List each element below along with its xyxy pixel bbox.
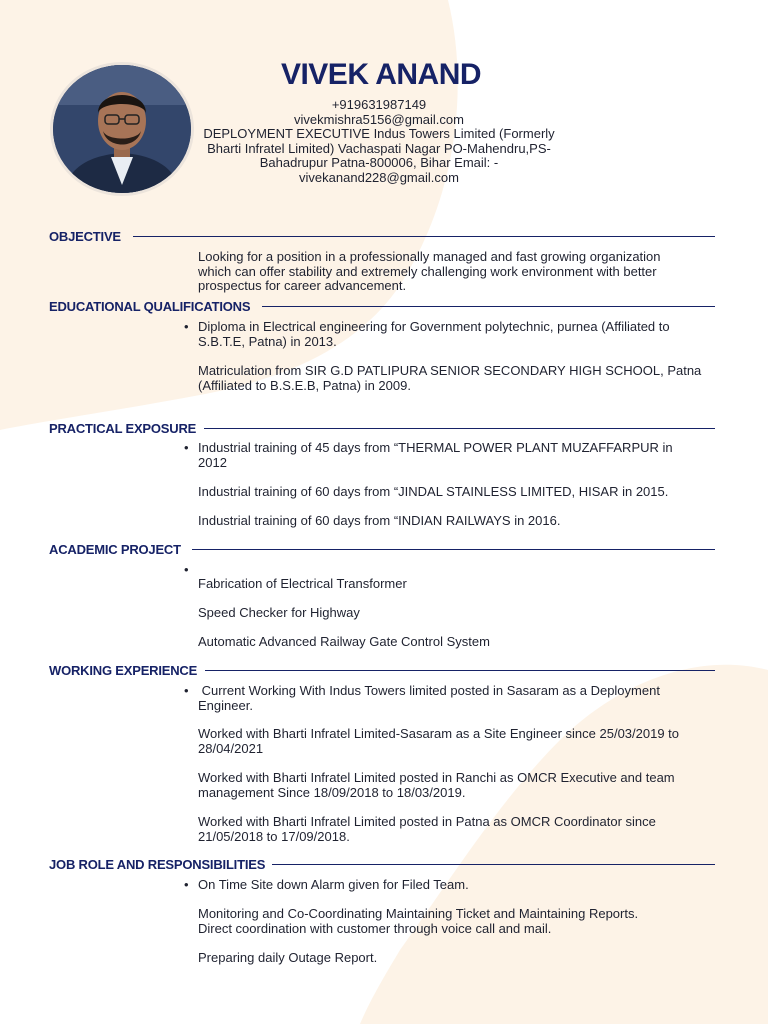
text-line: Diploma in Electrical engineering for Government polytechnic, purnea (Affiliated to xyxy=(198,319,670,334)
text-line: Industrial training of 60 days from “JINDAL STAINLESS LIMITED, HISAR in 2015. xyxy=(198,484,669,499)
project-item xyxy=(198,635,708,650)
text-line: (Affiliated to B.S.E.B, Patna) in 2009. xyxy=(198,377,411,393)
text-line: Preparing daily Outage Report. xyxy=(198,950,378,965)
section-title-jobrole: JOB ROLE AND RESPONSIBILITIES xyxy=(49,857,266,872)
text-line: 2012 xyxy=(198,454,227,470)
section-title-project: ACADEMIC PROJECT xyxy=(49,542,181,557)
bullet-icon: • xyxy=(184,440,189,455)
text-line: Engineer. xyxy=(198,697,253,713)
bullet-icon: • xyxy=(184,319,189,334)
address-line: Bahadrupur Patna-800006, Bihar Email: - xyxy=(259,155,499,170)
section-title-practical: PRACTICAL EXPOSURE xyxy=(49,421,197,436)
section-divider xyxy=(272,864,715,865)
text-line: Worked with Bharti Infratel Limited posted in Ranchi as OMCR Executive and team xyxy=(198,770,675,785)
phone-number: +919631987149 xyxy=(331,97,427,112)
bullet-icon: • xyxy=(184,683,189,698)
text-line: management Since 18/09/2018 to 18/03/2019. xyxy=(198,784,466,800)
experience-item xyxy=(198,727,708,756)
candidate-name: VIVEK ANAND xyxy=(280,58,482,91)
text-line: 28/04/2021 xyxy=(198,740,264,756)
section-divider xyxy=(133,236,715,237)
person-avatar-icon xyxy=(53,65,191,193)
address-line: DEPLOYMENT EXECUTIVE Indus Towers Limited (Formerly xyxy=(203,126,555,141)
section-divider xyxy=(262,306,715,307)
education-item xyxy=(198,364,708,393)
practical-item xyxy=(198,514,708,529)
experience-item xyxy=(198,815,708,844)
text-line: Worked with Bharti Infratel Limited-Sasaram as a Site Engineer since 25/03/2019 to xyxy=(198,726,680,741)
jobrole-item xyxy=(198,878,708,893)
section-title-experience: WORKING EXPERIENCE xyxy=(49,663,198,678)
email-address: vivekmishra5156@gmail.com xyxy=(294,111,464,127)
text-line: 21/05/2018 to 17/09/2018. xyxy=(198,828,350,844)
section-divider xyxy=(204,428,715,429)
section-divider xyxy=(192,549,715,550)
text-line: Looking for a position in a professionally managed and fast growing organization xyxy=(198,249,661,264)
text-line: Industrial training of 45 days from “THERMAL POWER PLANT MUZAFFARPUR in xyxy=(198,440,673,455)
text-line: S.B.T.E, Patna) in 2013. xyxy=(198,333,337,349)
bullet-icon: • xyxy=(184,562,189,577)
contact-block xyxy=(194,98,564,185)
education-item xyxy=(198,320,708,349)
text-line: Worked with Bharti Infratel Limited posted in Patna as OMCR Coordinator since xyxy=(198,814,656,829)
jobrole-item xyxy=(198,951,708,966)
address-line: Bharti Infratel Limited) Vachaspati Nagar PO-Mahendru,PS- xyxy=(207,140,551,156)
text-line: Matriculation from SIR G.D PATLIPURA SENIOR SECONDARY HIGH SCHOOL, Patna xyxy=(198,363,702,378)
project-item xyxy=(198,606,708,621)
section-title-objective: OBJECTIVE xyxy=(49,229,121,244)
objective-text xyxy=(198,250,708,294)
text-line: which can offer stability and extremely challenging work environment with better xyxy=(198,263,657,279)
project-item xyxy=(198,577,708,592)
text-line: Speed Checker for Highway xyxy=(198,605,360,620)
text-line: prospectus for career advancement. xyxy=(198,278,407,293)
section-title-education: EDUCATIONAL QUALIFICATIONS xyxy=(49,299,251,314)
bullet-icon: • xyxy=(184,877,189,892)
practical-item xyxy=(198,441,708,470)
text-line: Direct coordination with customer through voice call and mail. xyxy=(198,920,552,936)
profile-photo xyxy=(50,62,194,196)
text-line: Fabrication of Electrical Transformer xyxy=(198,576,407,591)
jobrole-item xyxy=(198,907,708,936)
address-line: vivekanand228@gmail.com xyxy=(299,169,459,185)
experience-item xyxy=(198,684,708,713)
section-divider xyxy=(205,670,715,671)
text-line: On Time Site down Alarm given for Filed Team. xyxy=(198,877,469,892)
text-line: Current Working With Indus Towers limited posted in Sasaram as a Deployment xyxy=(198,683,660,698)
experience-item xyxy=(198,771,708,800)
practical-item xyxy=(198,485,708,500)
text-line: Industrial training of 60 days from “INDIAN RAILWAYS in 2016. xyxy=(198,513,561,528)
text-line: Automatic Advanced Railway Gate Control System xyxy=(198,634,490,649)
text-line: Monitoring and Co-Coordinating Maintaining Ticket and Maintaining Reports. xyxy=(198,906,639,921)
